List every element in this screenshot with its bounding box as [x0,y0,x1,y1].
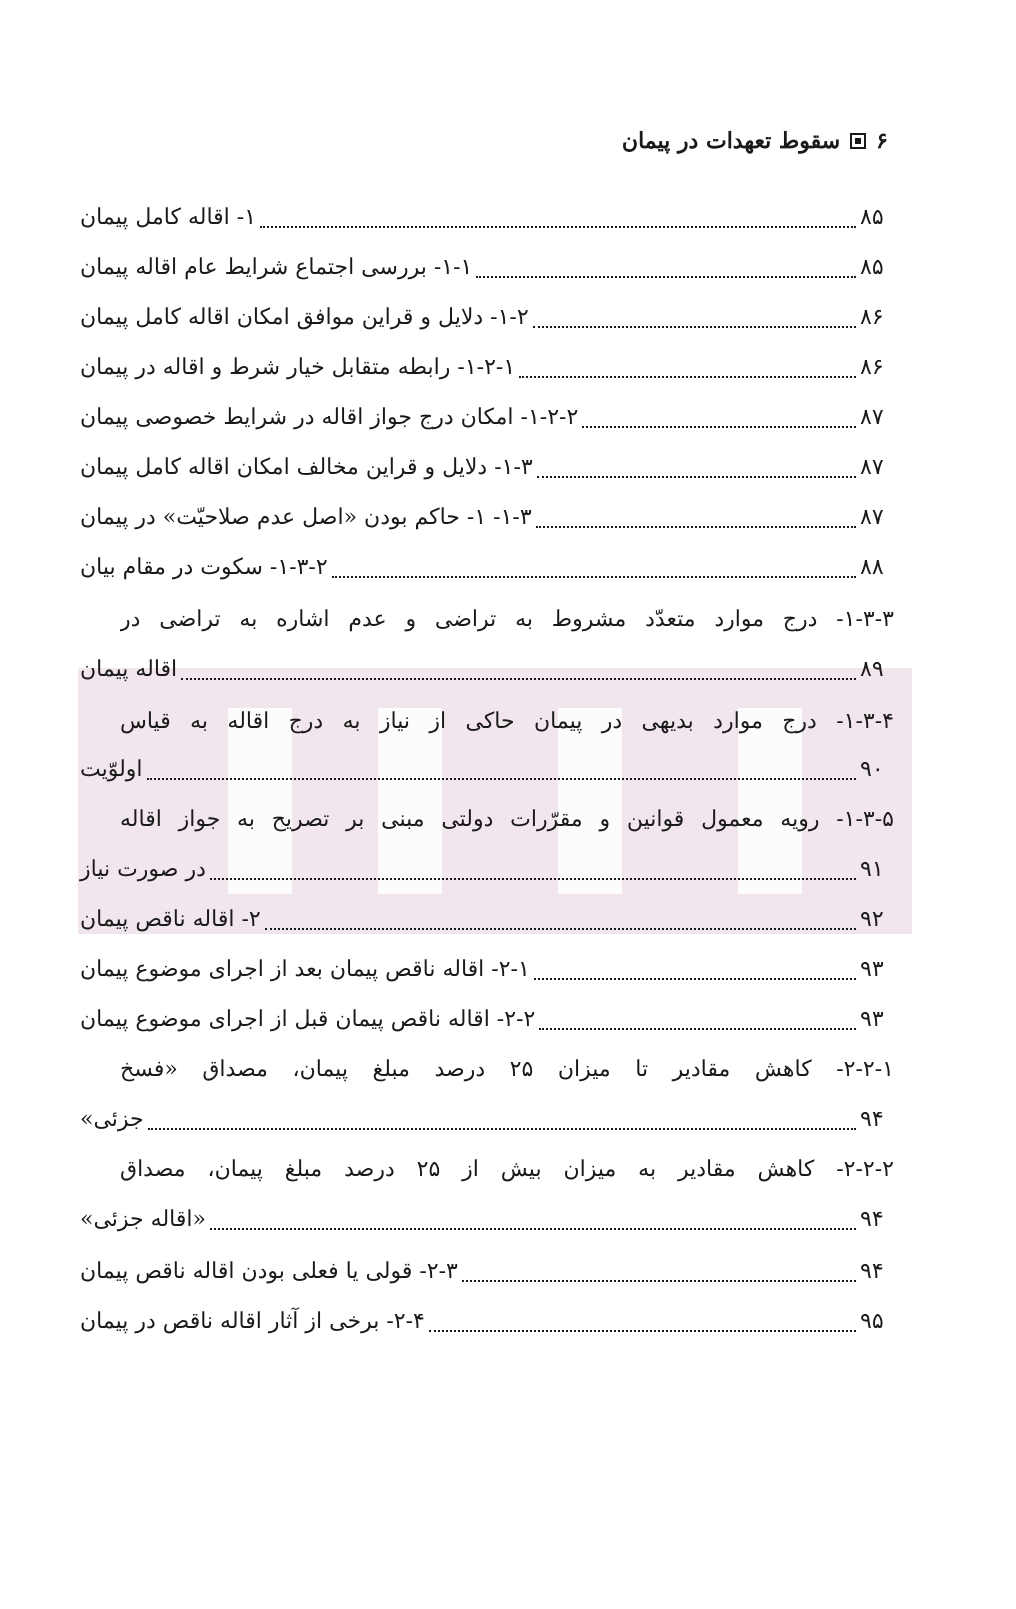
toc-entry-line1: ۱-۳-۳- درج موارد متعدّد مشروط به تراضی و عدم اشاره به تراضی در [120,607,894,632]
toc-entry-page: ۸۵ [860,205,884,230]
toc-entry-page: ۸۸ [860,555,884,580]
toc-entry[interactable] [80,446,894,490]
leader-dots [210,1228,856,1230]
toc-entry-label: ۲-۲- اقاله ناقص پیمان قبل از اجرای موضوع پیمان [80,1007,536,1032]
toc-entry-page: ۸۷ [860,505,884,530]
leader-dots [534,978,856,980]
toc-entry-first-line [120,598,894,642]
toc-entry-line1: ۲-۲-۱- کاهش مقادیر تا میزان ۲۵ درصد مبلغ پیمان، مصداق «فسخ [120,1057,894,1082]
toc-entry[interactable] [80,1300,894,1344]
toc-entry[interactable] [80,948,894,992]
toc-entry-page: ۸۶ [860,305,884,330]
toc-entry-line1: ۱-۳-۴- درج موارد بدیهی در پیمان حاکی از نیاز به درج اقاله به قیاس [120,709,894,734]
leader-dots [332,576,856,578]
leader-dots [260,226,856,228]
leader-dots [476,276,856,278]
toc-entry[interactable] [80,1250,894,1294]
toc-entry-page: ۹۱ [860,857,884,882]
toc-entry-label: ۲-۴- برخی از آثار اقاله ناقص در پیمان [80,1309,425,1334]
toc-entry-page: ۸۷ [860,455,884,480]
toc-entry-label: ۲-۳- قولی یا فعلی بودن اقاله ناقص پیمان [80,1259,458,1284]
toc-entry-first-line [120,700,894,744]
toc-entry-page: ۸۶ [860,355,884,380]
toc-entry-label: ۱-۲- دلایل و قراین موافق امکان اقاله کامل پیمان [80,305,529,330]
toc-entry[interactable] [80,748,894,792]
toc-entry-label: اقاله پیمان [80,657,178,682]
toc-entry-label: ۱-۱- بررسی اجتماع شرایط عام اقاله پیمان [80,255,473,280]
toc-entry-label: ۱-۳- دلایل و قراین مخالف امکان اقاله کامل پیمان [80,455,533,480]
toc-entry-label: ۲- اقاله ناقص پیمان [80,907,261,932]
toc-entry-label: ۱- اقاله کامل پیمان [80,205,257,230]
toc-entry[interactable] [80,848,894,892]
toc-entry-page: ۹۳ [860,1007,884,1032]
leader-dots [462,1280,856,1282]
leader-dots [536,526,856,528]
toc-entry[interactable] [80,396,894,440]
toc-entry[interactable] [80,998,894,1042]
toc-entry-page: ۸۷ [860,405,884,430]
leader-dots [147,778,856,780]
leader-dots [519,376,856,378]
toc-entry-label: «اقاله جزئی» [80,1207,206,1232]
toc-entry-page: ۹۴ [860,1259,884,1284]
toc-entry[interactable] [80,546,894,590]
toc-entry-page: ۹۲ [860,907,884,932]
page-number: ۶ [876,128,888,154]
toc-entry[interactable] [80,496,894,540]
leader-dots [265,928,856,930]
leader-dots [533,326,856,328]
toc-entry-line1: ۲-۲-۲- کاهش مقادیر به میزان بیش از ۲۵ درصد مبلغ پیمان، مصداق [120,1157,894,1182]
toc-entry[interactable] [80,196,894,240]
leader-dots [539,1028,856,1030]
toc-entry-label: در صورت نیاز [80,857,206,882]
toc-entry-page: ۹۰ [860,757,884,782]
toc-entry-page: ۹۵ [860,1309,884,1334]
toc-entry[interactable] [80,346,894,390]
leader-dots [210,878,856,880]
leader-dots [582,426,856,428]
book-title: سقوط تعهدات در پیمان [621,128,841,154]
toc-entry-label: ۱-۳-۲- سکوت در مقام بیان [80,555,328,580]
toc-entry-line1: ۱-۳-۵- رویه معمول قوانین و مقرّرات دولتی مبنی بر تصریح به جواز اقاله [120,807,894,832]
toc-entry-page: ۸۹ [860,657,884,682]
leader-dots [429,1330,856,1332]
toc-entry-label: ۱-۲-۲- امکان درج جواز اقاله در شرایط خصوصی پیمان [80,405,579,430]
toc-entry-label: اولوّیت [80,757,143,782]
toc-entry-first-line [120,1148,894,1192]
toc-entry-label: ۲-۱- اقاله ناقص پیمان بعد از اجرای موضوع پیمان [80,957,530,982]
toc-entry-page: ۸۵ [860,255,884,280]
toc-entry[interactable] [80,1098,894,1142]
toc-entry[interactable] [80,296,894,340]
toc-entry-page: ۹۴ [860,1107,884,1132]
leader-dots [537,476,856,478]
toc-entry-label: جزئی» [80,1107,144,1132]
toc-entry-first-line [120,1048,894,1092]
toc-entry-page: ۹۳ [860,957,884,982]
toc-entry[interactable] [80,1198,894,1242]
toc-entry-page: ۹۴ [860,1207,884,1232]
toc-entry[interactable] [80,246,894,290]
toc-entry-first-line [120,798,894,842]
leader-dots [181,678,856,680]
toc-entry-label: ۱-۳- ۱- حاکم بودن «اصل عدم صلاحیّت» در پیمان [80,505,532,530]
toc-entry[interactable] [80,648,894,692]
toc-entry-label: ۱-۲-۱- رابطه متقابل خیار شرط و اقاله در پیمان [80,355,516,380]
toc-entry[interactable] [80,898,894,942]
leader-dots [148,1128,856,1130]
